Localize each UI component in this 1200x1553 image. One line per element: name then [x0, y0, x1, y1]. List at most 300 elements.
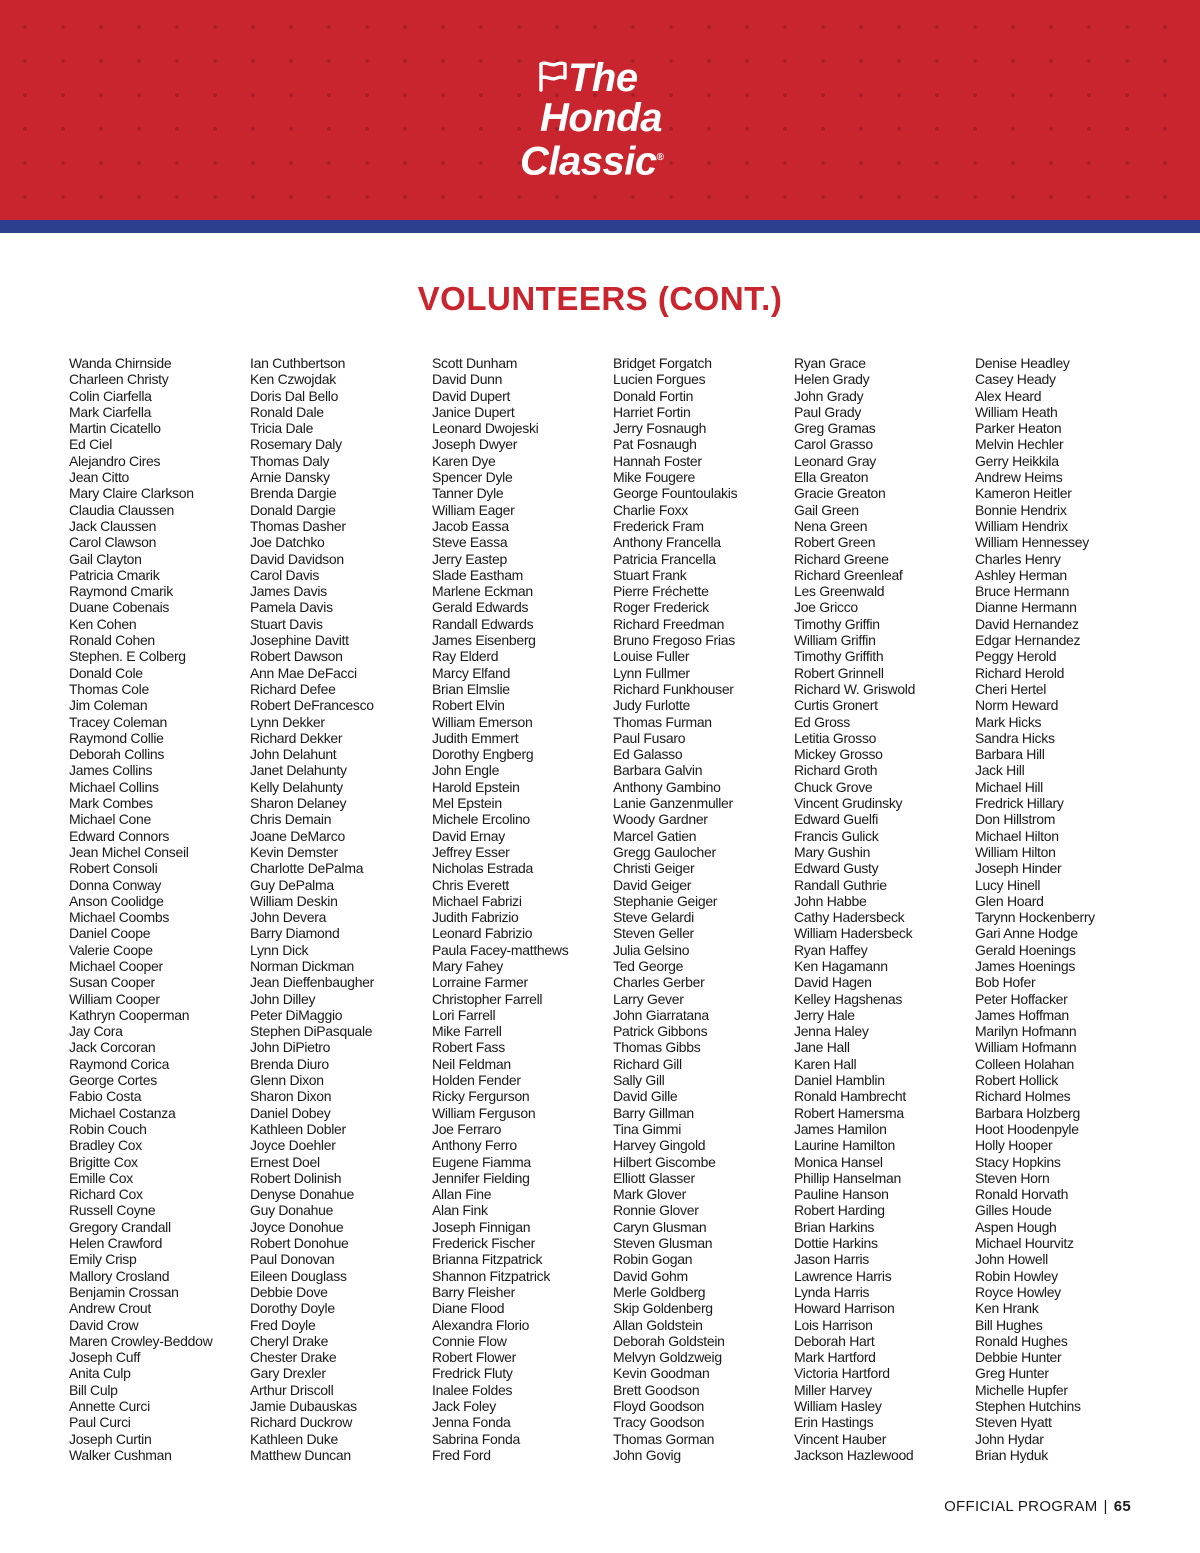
volunteer-name: James Hoenings — [975, 957, 1076, 974]
volunteer-name: Tanner Dyle — [432, 485, 504, 502]
volunteer-name: William Hendrix — [975, 517, 1068, 534]
volunteer-name: Lori Farrell — [432, 1006, 496, 1023]
volunteer-name: Elliott Glasser — [613, 1169, 695, 1186]
volunteer-name: William Eager — [432, 501, 515, 518]
volunteer-name: Jamie Dubauskas — [250, 1398, 357, 1414]
volunteer-name: Robert Dolinish — [250, 1169, 342, 1186]
volunteer-name: Jenna Fonda — [432, 1414, 511, 1431]
volunteer-name: Joseph Hinder — [975, 860, 1062, 877]
volunteer-name: Dianne Hermann — [975, 599, 1077, 616]
volunteer-name: Frederick Fischer — [432, 1235, 536, 1252]
volunteer-name: Ted George — [613, 957, 684, 974]
volunteer-name: John Govig — [613, 1446, 681, 1463]
volunteer-column-3 — [432, 355, 610, 1463]
volunteer-name: Shannon Fitzpatrick — [432, 1267, 551, 1284]
volunteer-name: Cheryl Drake — [250, 1332, 329, 1349]
volunteer-name: Mark Glover — [613, 1186, 686, 1203]
volunteer-name: Paula Facey-matthews — [432, 941, 569, 958]
volunteer-name: Joyce Doehler — [250, 1137, 336, 1154]
volunteer-name: Casey Heady — [975, 371, 1056, 388]
volunteer-column-5 — [794, 355, 972, 1463]
volunteer-name: Bruce Hermann — [975, 583, 1070, 600]
volunteer-name: Lawrence Harris — [794, 1267, 892, 1284]
volunteer-name: Tarynn Hockenberry — [975, 909, 1095, 926]
volunteer-name: Michael Fabrizi — [432, 892, 522, 909]
volunteer-name: Joe Ferraro — [432, 1120, 502, 1137]
volunteer-name: Jean Michel Conseil — [69, 843, 189, 860]
volunteer-name: Ronald Horvath — [975, 1186, 1069, 1203]
logo-text-classic: Classic — [520, 139, 657, 184]
volunteer-name: Robert Green — [794, 534, 876, 551]
volunteer-name: Letitia Grosso — [794, 729, 877, 746]
volunteer-name: Charles Henry — [975, 550, 1061, 567]
volunteer-name: Daniel Hamblin — [794, 1072, 885, 1089]
volunteer-name: Peter DiMaggio — [250, 1006, 343, 1023]
volunteer-name: Larry Gever — [613, 990, 684, 1007]
volunteer-name: John Engle — [432, 762, 500, 779]
volunteer-name: Pierre Fréchette — [613, 583, 709, 600]
volunteer-name: Maren Crowley-Beddow — [69, 1332, 213, 1349]
volunteer-name: Pat Fosnaugh — [613, 436, 697, 453]
volunteer-name: Erin Hastings — [794, 1414, 874, 1431]
volunteer-name: Sharon Delaney — [250, 795, 347, 812]
volunteer-name: Raymond Corica — [69, 1055, 170, 1072]
volunteer-name: Parker Heaton — [975, 420, 1062, 437]
volunteer-name: Ronald Hughes — [975, 1332, 1068, 1349]
volunteer-name: Guy Donahue — [250, 1202, 334, 1219]
volunteer-name: Richard Gill — [613, 1055, 682, 1072]
volunteer-name: Bob Hofer — [975, 974, 1036, 991]
volunteer-column-1 — [69, 355, 247, 1463]
volunteer-name: William Hasley — [794, 1398, 882, 1414]
volunteer-name: Robin Couch — [69, 1120, 147, 1137]
volunteer-name: Robert Hollick — [975, 1072, 1058, 1089]
volunteer-name: Anson Coolidge — [69, 892, 164, 909]
volunteer-name: Leonard Fabrizio — [432, 925, 533, 942]
volunteer-name: Colin Ciarfella — [69, 387, 152, 404]
volunteer-name: John Delahunt — [250, 746, 337, 763]
volunteer-name: Anthony Francella — [613, 534, 721, 551]
volunteer-name: Mallory Crosland — [69, 1267, 170, 1284]
volunteer-name: Mark Hartford — [794, 1349, 876, 1366]
volunteer-name: Michael Hourvitz — [975, 1235, 1074, 1252]
volunteer-name: Melvin Hechler — [975, 436, 1064, 453]
volunteer-name: Rosemary Daly — [250, 436, 342, 453]
volunteer-name: John Giarratana — [613, 1006, 709, 1023]
volunteer-name: Les Greenwald — [794, 583, 885, 600]
volunteer-name: William Griffin — [794, 632, 876, 649]
volunteer-name: Paul Fusaro — [613, 729, 686, 746]
volunteer-name: Thomas Cole — [69, 680, 149, 697]
volunteer-name: David Geiger — [613, 876, 692, 893]
volunteer-name: David Dupert — [432, 387, 511, 404]
volunteer-name: Mel Epstein — [432, 795, 502, 812]
volunteer-name: Wanda Chirnside — [69, 355, 172, 371]
volunteer-name: Carol Grasso — [794, 436, 873, 453]
volunteer-name: Jack Hill — [975, 762, 1025, 779]
volunteer-name: William Cooper — [69, 990, 160, 1007]
volunteer-name: Miller Harvey — [794, 1381, 872, 1398]
volunteer-name: Harriet Fortin — [613, 403, 691, 420]
volunteer-name: David Ernay — [432, 827, 505, 844]
logo-text-line-2: Honda — [540, 96, 662, 140]
volunteer-name: Daniel Dobey — [250, 1104, 331, 1121]
volunteer-name: Michael Costanza — [69, 1104, 176, 1121]
volunteer-name: Kameron Heitler — [975, 485, 1072, 502]
volunteer-name: Benjamin Crossan — [69, 1283, 179, 1300]
volunteer-name: Christi Geiger — [613, 860, 695, 877]
volunteer-name: Stuart Frank — [613, 566, 687, 583]
volunteer-name: Aspen Hough — [975, 1218, 1057, 1235]
volunteer-name: Marcel Gatien — [613, 827, 697, 844]
volunteer-name: Joseph Cuff — [69, 1349, 141, 1366]
volunteer-name: Ian Cuthbertson — [250, 355, 346, 371]
volunteer-name: John DiPietro — [250, 1039, 331, 1056]
volunteer-name: Lynda Harris — [794, 1283, 870, 1300]
volunteer-name: Arthur Driscoll — [250, 1381, 334, 1398]
volunteer-name: Cathy Hadersbeck — [794, 909, 905, 926]
volunteer-name: Jackson Hazlewood — [794, 1446, 914, 1463]
volunteer-name: Edward Gusty — [794, 860, 879, 877]
page-footer — [944, 1498, 1131, 1515]
volunteer-name: Walker Cushman — [69, 1446, 172, 1463]
volunteer-name: Matthew Duncan — [250, 1446, 351, 1463]
volunteer-name: Alan Fink — [432, 1202, 488, 1219]
volunteer-name: Holly Hooper — [975, 1137, 1053, 1154]
volunteer-name: Thomas Gorman — [613, 1430, 715, 1447]
volunteer-name: Doris Dal Bello — [250, 387, 339, 404]
volunteer-name: Guy DePalma — [250, 876, 334, 893]
volunteer-name: Tracy Goodson — [613, 1414, 705, 1431]
volunteer-name: Robert Fass — [432, 1039, 505, 1056]
volunteer-name: Charlotte DePalma — [250, 860, 364, 877]
volunteer-name: Denise Headley — [975, 355, 1070, 371]
volunteer-name: Ed Ciel — [69, 436, 113, 453]
volunteer-name: William Hilton — [975, 843, 1056, 860]
volunteer-name: Anthony Gambino — [613, 778, 721, 795]
volunteer-name: Richard Greenleaf — [794, 566, 903, 583]
flag-icon — [538, 60, 568, 94]
volunteer-name: Joe Gricco — [794, 599, 858, 616]
volunteer-name: Skip Goldenberg — [613, 1300, 713, 1317]
volunteer-name: Scott Dunham — [432, 355, 518, 371]
logo-text-line-3 — [520, 138, 664, 184]
volunteer-name: Chester Drake — [250, 1349, 337, 1366]
volunteer-name: Stephen DiPasquale — [250, 1023, 373, 1040]
volunteer-name: Kevin Demster — [250, 843, 338, 860]
volunteer-name: Charleen Christy — [69, 371, 169, 388]
page-title: VOLUNTEERS (CONT.) — [417, 280, 783, 317]
volunteer-name: Fabio Costa — [69, 1088, 142, 1105]
volunteer-name: Woody Gardner — [613, 811, 708, 828]
volunteer-name: Jay Cora — [69, 1023, 123, 1040]
volunteer-name: Bridget Forgatch — [613, 355, 712, 371]
volunteer-name: Ann Mae DeFacci — [250, 664, 357, 681]
volunteer-name: Timothy Griffith — [794, 648, 884, 665]
volunteer-name: Brian Harkins — [794, 1218, 875, 1235]
volunteer-name: Raymond Cmarik — [69, 583, 173, 600]
volunteer-name: Greg Gramas — [794, 420, 876, 437]
volunteer-name: Arnie Dansky — [250, 469, 330, 486]
volunteer-name: Fredrick Fluty — [432, 1365, 513, 1382]
volunteer-name: Steven Glusman — [613, 1235, 713, 1252]
volunteer-name: Ed Gross — [794, 713, 850, 730]
volunteer-name: Steven Horn — [975, 1169, 1050, 1186]
volunteer-name: James Hamilon — [794, 1120, 887, 1137]
volunteer-name: Michael Hilton — [975, 827, 1059, 844]
volunteer-name: Randall Edwards — [432, 615, 534, 632]
volunteer-name: Josephine Davitt — [250, 632, 349, 649]
volunteer-name: Martin Cicatello — [69, 420, 161, 437]
volunteer-name: Michele Ercolino — [432, 811, 530, 828]
volunteer-name: John Grady — [794, 387, 864, 404]
logo-text-line-1: The — [568, 56, 638, 100]
volunteer-name: Barbara Galvin — [613, 762, 703, 779]
volunteer-name: Barry Diamond — [250, 925, 340, 942]
volunteer-name: David Hagen — [794, 974, 872, 991]
volunteer-name: Barbara Hill — [975, 746, 1045, 763]
volunteer-name: Spencer Dyle — [432, 469, 513, 486]
volunteer-name: Ken Hrank — [975, 1300, 1039, 1317]
volunteer-name: Holden Fender — [432, 1072, 521, 1089]
volunteer-name: Inalee Foldes — [432, 1381, 513, 1398]
volunteer-name: Steve Gelardi — [613, 909, 694, 926]
volunteer-name: Stephen. E Colberg — [69, 648, 186, 665]
volunteer-name: Edward Guelfi — [794, 811, 879, 828]
volunteer-name: Ronald Hambrecht — [794, 1088, 906, 1105]
volunteer-name: Gracie Greaton — [794, 485, 886, 502]
volunteer-name: Jennifer Fielding — [432, 1169, 530, 1186]
volunteer-name: Jean Citto — [69, 469, 130, 486]
volunteer-name: Jenna Haley — [794, 1023, 869, 1040]
volunteer-name: Ed Galasso — [613, 746, 683, 763]
volunteer-name: Stephanie Geiger — [613, 892, 718, 909]
volunteer-name: Steven Hyatt — [975, 1414, 1052, 1431]
volunteer-name: James Hoffman — [975, 1006, 1069, 1023]
volunteer-name: Robert Consoli — [69, 860, 158, 877]
volunteer-name: Robert Flower — [432, 1349, 517, 1366]
volunteer-name: Judith Fabrizio — [432, 909, 519, 926]
volunteer-name: John Dilley — [250, 990, 316, 1007]
volunteer-name: Mary Fahey — [432, 957, 503, 974]
volunteer-name: Carol Clawson — [69, 534, 157, 551]
volunteer-name: Stephen Hutchins — [975, 1398, 1081, 1414]
volunteer-name: Gail Green — [794, 501, 859, 518]
volunteer-name: Glenn Dixon — [250, 1072, 324, 1089]
volunteer-name: Nicholas Estrada — [432, 860, 534, 877]
volunteer-name: Lois Harrison — [794, 1316, 873, 1333]
volunteer-name: Pauline Hanson — [794, 1186, 889, 1203]
volunteer-name: Robert Harding — [794, 1202, 885, 1219]
volunteer-name: Gregg Gaulocher — [613, 843, 716, 860]
volunteer-name: Debbie Dove — [250, 1283, 328, 1300]
volunteer-name: Ella Greaton — [794, 469, 869, 486]
volunteer-name: Joyce Donohue — [250, 1218, 344, 1235]
volunteer-name: Carol Davis — [250, 566, 320, 583]
volunteer-name: Slade Eastham — [432, 566, 524, 583]
volunteer-name: Richard Duckrow — [250, 1414, 353, 1431]
volunteer-name: John Howell — [975, 1251, 1048, 1268]
volunteer-name: Jack Foley — [432, 1398, 496, 1414]
volunteer-name: Charles Gerber — [613, 974, 705, 991]
volunteer-name: Richard Holmes — [975, 1088, 1071, 1105]
volunteer-name: Connie Flow — [432, 1332, 507, 1349]
volunteer-name: Brigitte Cox — [69, 1153, 138, 1170]
volunteer-name: Peter Hoffacker — [975, 990, 1068, 1007]
volunteer-name: Cheri Hertel — [975, 680, 1047, 697]
volunteer-name: Joe Datchko — [250, 534, 325, 551]
volunteer-name: Brett Goodson — [613, 1381, 700, 1398]
volunteer-name: Donald Fortin — [613, 387, 694, 404]
volunteer-name: John Habbe — [794, 892, 867, 909]
volunteer-name: Kelley Hagshenas — [794, 990, 903, 1007]
volunteer-name: Lucy Hinell — [975, 876, 1041, 893]
volunteer-name: David Crow — [69, 1316, 139, 1333]
volunteer-name: Lorraine Farmer — [432, 974, 528, 991]
volunteer-name: Jeffrey Esser — [432, 843, 510, 860]
volunteer-name: Brenda Dargie — [250, 485, 337, 502]
volunteer-name: Thomas Gibbs — [613, 1039, 701, 1056]
volunteer-name: Lucien Forgues — [613, 371, 706, 388]
volunteer-name: William Hadersbeck — [794, 925, 913, 942]
volunteer-name: Robert Dawson — [250, 648, 343, 665]
volunteer-name: William Hofmann — [975, 1039, 1077, 1056]
volunteer-name: Judith Emmert — [432, 729, 519, 746]
volunteer-name: Leonard Dwojeski — [432, 420, 539, 437]
volunteer-name: Anthony Ferro — [432, 1137, 517, 1154]
volunteer-name: Emily Crisp — [69, 1251, 137, 1268]
volunteer-name: Robin Howley — [975, 1267, 1058, 1284]
volunteer-name: Robert DeFrancesco — [250, 697, 374, 714]
volunteer-name: Brianna Fitzpatrick — [432, 1251, 543, 1268]
volunteer-name: Daniel Coope — [69, 925, 151, 942]
volunteer-name: Deborah Goldstein — [613, 1332, 725, 1349]
volunteer-name: Thomas Daly — [250, 452, 330, 469]
volunteer-name: Leonard Gray — [794, 452, 877, 469]
volunteer-name: Edward Connors — [69, 827, 170, 844]
volunteer-name: Curtis Gronert — [794, 697, 878, 714]
volunteer-name: Vincent Hauber — [794, 1430, 887, 1447]
volunteer-name: Susan Cooper — [69, 974, 155, 991]
volunteer-name: Gari Anne Hodge — [975, 925, 1078, 942]
volunteer-name: Chris Everett — [432, 876, 510, 893]
volunteer-name: Lanie Ganzenmuller — [613, 795, 733, 812]
volunteer-name: Christopher Farrell — [432, 990, 543, 1007]
volunteer-name: Denyse Donahue — [250, 1186, 354, 1203]
volunteer-name: Brian Hyduk — [975, 1446, 1048, 1463]
volunteer-name: William Heath — [975, 403, 1058, 420]
volunteer-name: Helen Grady — [794, 371, 870, 388]
volunteer-name: George Fountoulakis — [613, 485, 738, 502]
volunteer-name: Joseph Finnigan — [432, 1218, 531, 1235]
volunteer-name: Ken Cohen — [69, 615, 137, 632]
volunteer-name: Tracey Coleman — [69, 713, 167, 730]
volunteer-name: Patricia Francella — [613, 550, 716, 567]
volunteer-name: Paul Donovan — [250, 1251, 335, 1268]
volunteer-name: Michelle Hupfer — [975, 1381, 1068, 1398]
volunteer-name: Claudia Claussen — [69, 501, 174, 518]
volunteer-name: John Devera — [250, 909, 327, 926]
volunteer-name: Lynn Dick — [250, 941, 309, 958]
volunteer-name: Gerald Hoenings — [975, 941, 1076, 958]
volunteer-name: Ken Czwojdak — [250, 371, 336, 388]
volunteer-name: Lynn Dekker — [250, 713, 325, 730]
volunteer-name: James Collins — [69, 762, 153, 779]
volunteer-name: Laurine Hamilton — [794, 1137, 896, 1154]
volunteer-name: Jerry Fosnaugh — [613, 420, 707, 437]
volunteer-name: William Emerson — [432, 713, 533, 730]
volunteer-name: Jack Claussen — [69, 517, 157, 534]
volunteer-name: Richard Dekker — [250, 729, 343, 746]
volunteer-name: Merle Goldberg — [613, 1283, 706, 1300]
volunteer-name: Dorothy Engberg — [432, 746, 534, 763]
volunteer-name: David Davidson — [250, 550, 344, 567]
volunteer-name: Monica Hansel — [794, 1153, 883, 1170]
volunteer-name: Norm Heward — [975, 697, 1059, 714]
volunteer-name: Don Hillstrom — [975, 811, 1056, 828]
volunteer-name: Ken Hagamann — [794, 957, 888, 974]
volunteer-name: Robert Grinnell — [794, 664, 884, 681]
volunteer-column-4 — [613, 355, 791, 1463]
volunteer-name: Sally Gill — [613, 1072, 665, 1089]
volunteer-name: Charlie Foxx — [613, 501, 688, 518]
volunteer-name: Floyd Goodson — [613, 1398, 705, 1414]
volunteer-name: Brian Elmslie — [432, 680, 510, 697]
volunteer-name: Mark Ciarfella — [69, 403, 152, 420]
volunteer-name: Stuart Davis — [250, 615, 323, 632]
volunteer-name: Michael Cooper — [69, 957, 163, 974]
volunteer-name: Donald Cole — [69, 664, 143, 681]
volunteer-name: Michael Cone — [69, 811, 151, 828]
volunteer-name: Jerry Hale — [794, 1006, 855, 1023]
volunteer-name: Dorothy Doyle — [250, 1300, 335, 1317]
volunteer-name: Anita Culp — [69, 1365, 131, 1382]
volunteer-name: Bonnie Hendrix — [975, 501, 1067, 518]
registered-mark: ® — [656, 152, 664, 163]
volunteer-name: Lynn Fullmer — [613, 664, 690, 681]
volunteer-name: Joseph Dwyer — [432, 436, 518, 453]
volunteer-name: Alex Heard — [975, 387, 1042, 404]
volunteer-name: Bill Culp — [69, 1381, 118, 1398]
volunteer-name: Patrick Gibbons — [613, 1023, 708, 1040]
volunteer-name: Jacob Eassa — [432, 517, 509, 534]
volunteer-name: Kathleen Dobler — [250, 1120, 346, 1137]
volunteer-name: Ronald Cohen — [69, 632, 155, 649]
volunteer-name: Donna Conway — [69, 876, 162, 893]
volunteer-name: Allan Goldstein — [613, 1316, 703, 1333]
volunteer-name: Kathleen Duke — [250, 1430, 338, 1447]
volunteer-name: Jack Corcoran — [69, 1039, 156, 1056]
volunteer-name: Richard Freedman — [613, 615, 725, 632]
volunteer-name: Roger Frederick — [613, 599, 709, 616]
volunteer-name: Allan Fine — [432, 1186, 492, 1203]
volunteer-name: Mary Gushin — [794, 843, 871, 860]
volunteer-name: Steve Eassa — [432, 534, 508, 551]
volunteer-name: Julia Gelsino — [613, 941, 690, 958]
volunteer-name: Janice Dupert — [432, 403, 515, 420]
volunteer-name: Ricky Fergurson — [432, 1088, 530, 1105]
volunteer-name: Barry Fleisher — [432, 1283, 515, 1300]
volunteer-name: Gary Drexler — [250, 1365, 326, 1382]
volunteer-name: Dottie Harkins — [794, 1235, 878, 1252]
volunteer-name: Vincent Grudinsky — [794, 795, 903, 812]
volunteer-name: Greg Hunter — [975, 1365, 1049, 1382]
footer-label: OFFICIAL PROGRAM — [944, 1498, 1098, 1515]
volunteer-name: Nena Green — [794, 517, 868, 534]
volunteer-name: Raymond Collie — [69, 729, 164, 746]
volunteer-name: Phillip Hanselman — [794, 1169, 901, 1186]
volunteer-name: Jane Hall — [794, 1039, 850, 1056]
